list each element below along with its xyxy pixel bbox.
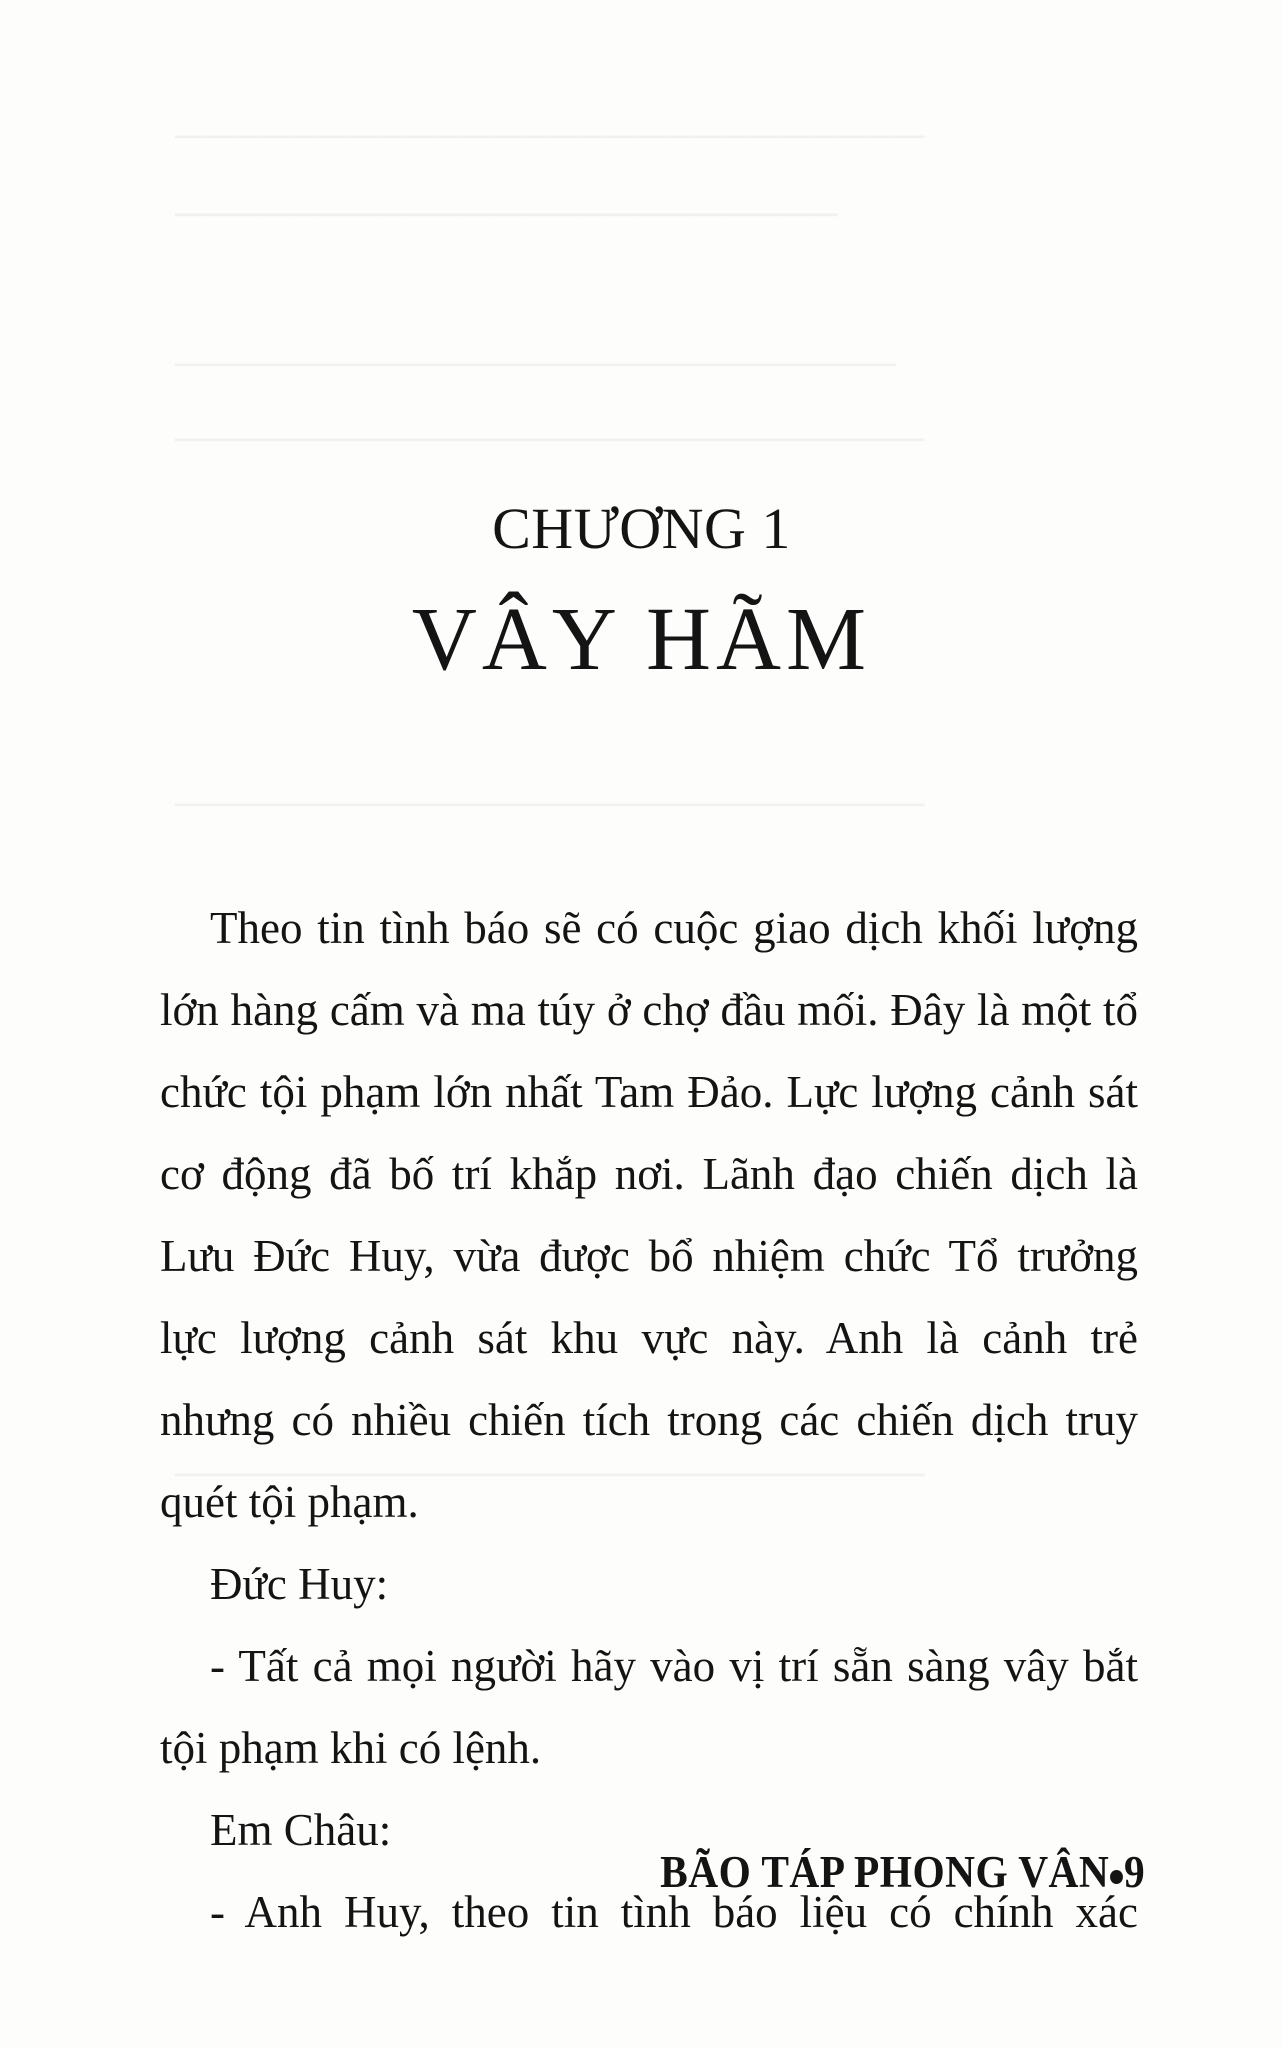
dialogue-line: - Tất cả mọi người hãy vào vị trí sẵn sàng vây bắt tội phạm khi có lệnh. [160,1641,1138,1773]
running-footer [660,1846,1145,1898]
page-number: 9 [1123,1847,1145,1897]
paragraph-intro: Theo tin tình báo sẽ có cuộc giao dịch khối lượng lớn hàng cấm và ma túy ở chợ đầu mối. Đây là một tổ chức tội phạm lớn nhất Tam Đảo. Lực lượng cảnh sát cơ động đã bố trí khắp nơi. Lãnh đạo chiến dịch là Lưu Đức Huy, vừa được bổ nhiệm chức Tổ trưởng lực lượng cảnh sát khu vực này. Anh là cảnh trẻ nhưng có nhiều chiến tích trong các chiến dịch truy quét tội phạm. [160,903,1138,1527]
bullet-dot-icon [1110,1870,1123,1884]
book-title: BÃO TÁP PHONG VÂN [660,1847,1110,1897]
body-text [160,887,1138,1953]
chapter-title: VÂY HÃM [411,590,872,689]
dialogue-line: - Anh Huy, theo tin tình báo liệu có chính xác [210,1887,1138,1937]
speaker-em-chau: Em Châu: [210,1805,392,1855]
chapter-label: CHƯƠNG 1 [492,496,791,561]
speaker-duc-huy: Đức Huy: [210,1559,389,1609]
